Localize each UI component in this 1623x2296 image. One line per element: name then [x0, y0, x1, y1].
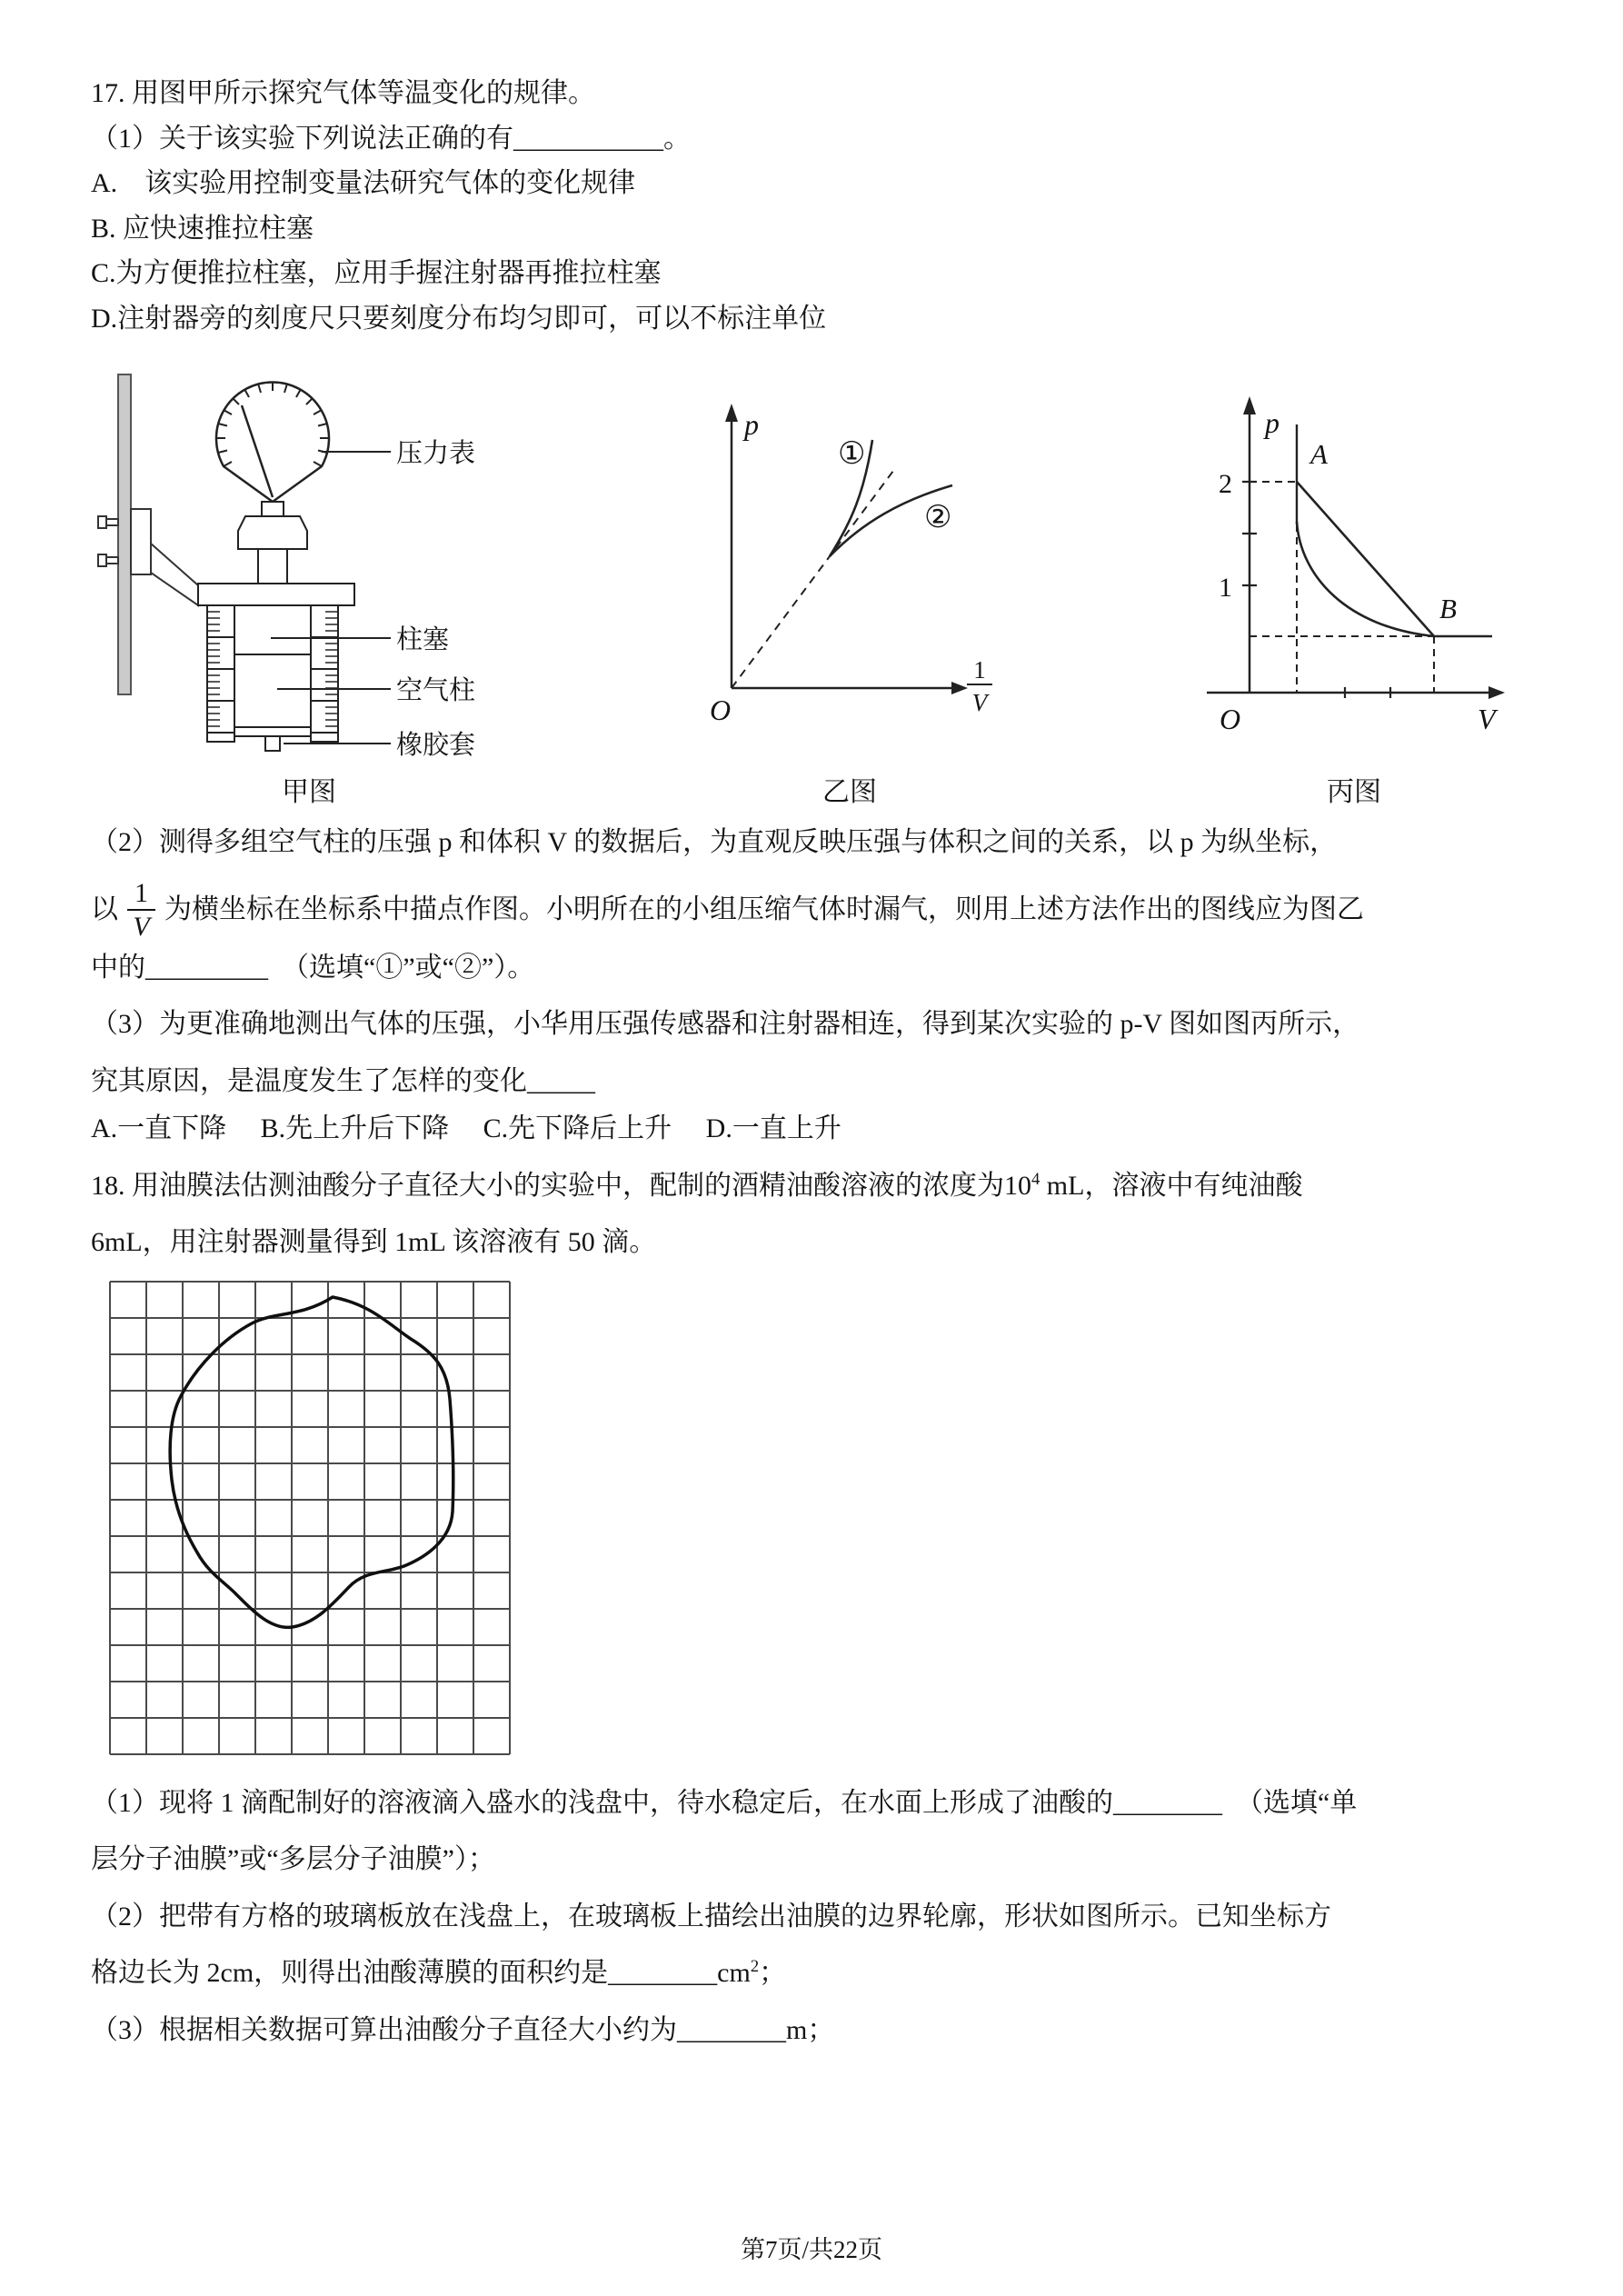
curve-1-label: ①: [838, 437, 866, 471]
page-number: 第7页/共22页: [740, 2236, 882, 2263]
fig-bing-caption: 丙图: [1327, 777, 1381, 807]
q17-part1-blank-line: （1）关于该实验下列说法正确的有___________。: [91, 123, 691, 154]
grid-lines: [110, 1282, 510, 1754]
svg-text:V: V: [971, 689, 988, 716]
gauge-connector: [238, 502, 307, 584]
q17-part2-line1: （2）测得多组空气柱的压强 p 和体积 V 的数据后，为直观反映压强与体积之间的关系，以 p 为纵坐标，: [91, 827, 1338, 857]
oil-film-grid-figure: [105, 1277, 1536, 1759]
air-column-label: 空气柱: [396, 676, 476, 705]
syringe-body: [198, 584, 354, 751]
q17-option-b: B. 应快速推拉柱塞: [91, 213, 314, 244]
q18-part1-line2: 层分子油膜”或“多层分子油膜”）；: [91, 1844, 495, 1874]
q18-stem-pre: 18. 用油膜法估测油酸分子直径大小的实验中，配制的酒精油酸溶液的浓度为10: [91, 1170, 1031, 1201]
q18-part3: （3）根据相关数据可算出油酸分子直径大小约为________m；: [91, 2014, 835, 2045]
oil-film-grid-drawing: [105, 1277, 514, 1759]
q17-part2-line3: 中的_________ （选填“①”或“②”）。: [91, 952, 535, 983]
p-v-graph: [1172, 384, 1536, 765]
pressure-gauge-icon: [216, 382, 329, 502]
q18-stem-post: mL，溶液中有纯油酸: [1040, 1170, 1303, 1201]
axis-ticks: [1242, 482, 1390, 698]
dashed-reference-line: [732, 467, 896, 688]
q17-option-c: C.为方便推拉柱塞，应用手握注射器再推拉柱塞: [91, 258, 662, 288]
q18-stem-superscript: 4: [1031, 1169, 1041, 1189]
x-axis-label: V: [1478, 703, 1496, 735]
curve-2-label: ②: [924, 501, 952, 534]
q17-part2-line2: [91, 879, 1536, 942]
q18-stem: [91, 1165, 1536, 1208]
point-B-label: B: [1439, 593, 1457, 624]
axes: [1207, 396, 1505, 735]
y-axis-label: p: [1265, 406, 1279, 439]
q18-part2-post: ；: [759, 1958, 787, 1988]
q18-part2-line2: [91, 1952, 1536, 1995]
stand-pole: [98, 374, 131, 694]
part2-pre-text: 以: [91, 893, 118, 924]
fig-yi-caption: 乙图: [822, 777, 877, 807]
origin-label: O: [1220, 703, 1241, 735]
gauge-label: 压力表: [396, 439, 476, 468]
tick-label-2: 2: [1219, 469, 1232, 499]
q18-part2-pre: 格边长为 2cm，则得出油酸薄膜的面积约是________cm: [91, 1958, 751, 1988]
fig-jia-caption: 甲图: [282, 777, 336, 807]
q17-option-a: A. 该实验用控制变量法研究气体的变化规律: [91, 168, 636, 198]
part2-post-text: 为横坐标在坐标系中描点作图。小明所在的小组压缩气体时漏气，则用上述方法作出的图线应为图乙: [164, 893, 1364, 924]
q17-part3-options: A.一直下降 B.先上升后下降 C.先下降后上升 D.一直上升: [91, 1113, 841, 1143]
apparatus-drawing: [91, 365, 527, 765]
q17-part3-line2: 究其原因，是温度发生了怎样的变化_____: [91, 1065, 595, 1096]
origin-label: O: [710, 694, 732, 726]
isotherm-curve: [1297, 522, 1434, 636]
x-axis-fraction-label: [967, 656, 992, 716]
oil-film-outline: [170, 1297, 453, 1627]
svg-text:1: 1: [973, 656, 986, 684]
p-vs-inverse-v-graph: [695, 384, 1004, 765]
point-A-label: A: [1310, 438, 1328, 470]
q18-stem-line2: 6mL，用注射器测量得到 1mL 该溶液有 50 滴。: [91, 1227, 657, 1257]
fig-bing-graph: [1172, 384, 1536, 809]
piston-label: 柱塞: [396, 625, 450, 654]
line-A-to-B: [1297, 482, 1434, 636]
fraction-1-over-V: [127, 879, 155, 942]
tick-label-1: 1: [1219, 573, 1232, 603]
q17-option-d: D.注射器旁的刻度尺只要刻度分布均匀即可，可以不标注单位: [91, 303, 827, 334]
rubber-sleeve-label: 橡胶套: [396, 731, 476, 760]
y-axis-label: p: [744, 408, 759, 441]
q17-stem: 17. 用图甲所示探究气体等温变化的规律。: [91, 78, 595, 108]
q18-part1-line1: （1）现将 1 滴配制好的溶液滴入盛水的浅盘中，待水稳定后，在水面上形成了油酸的________ （选填“单: [91, 1787, 1358, 1818]
q18-part2-line1: （2）把带有方格的玻璃板放在浅盘上，在玻璃板上描绘出油膜的边界轮廓，形状如图所示。已知坐标方: [91, 1901, 1331, 1932]
fig-yi-graph: [695, 384, 1004, 809]
fig-jia-apparatus: [91, 365, 527, 809]
fraction-denominator: V: [133, 912, 150, 942]
q17-figure-row: [91, 365, 1536, 809]
clamp-bracket: [131, 509, 198, 605]
q18-part2-superscript: 2: [750, 1957, 760, 1976]
q17-part3-line1: （3）为更准确地测出气体的压强，小华用压强传感器和注射器相连，得到某次实验的 p-V 图如图丙所示，: [91, 1009, 1360, 1039]
fraction-numerator: 1: [127, 879, 155, 912]
